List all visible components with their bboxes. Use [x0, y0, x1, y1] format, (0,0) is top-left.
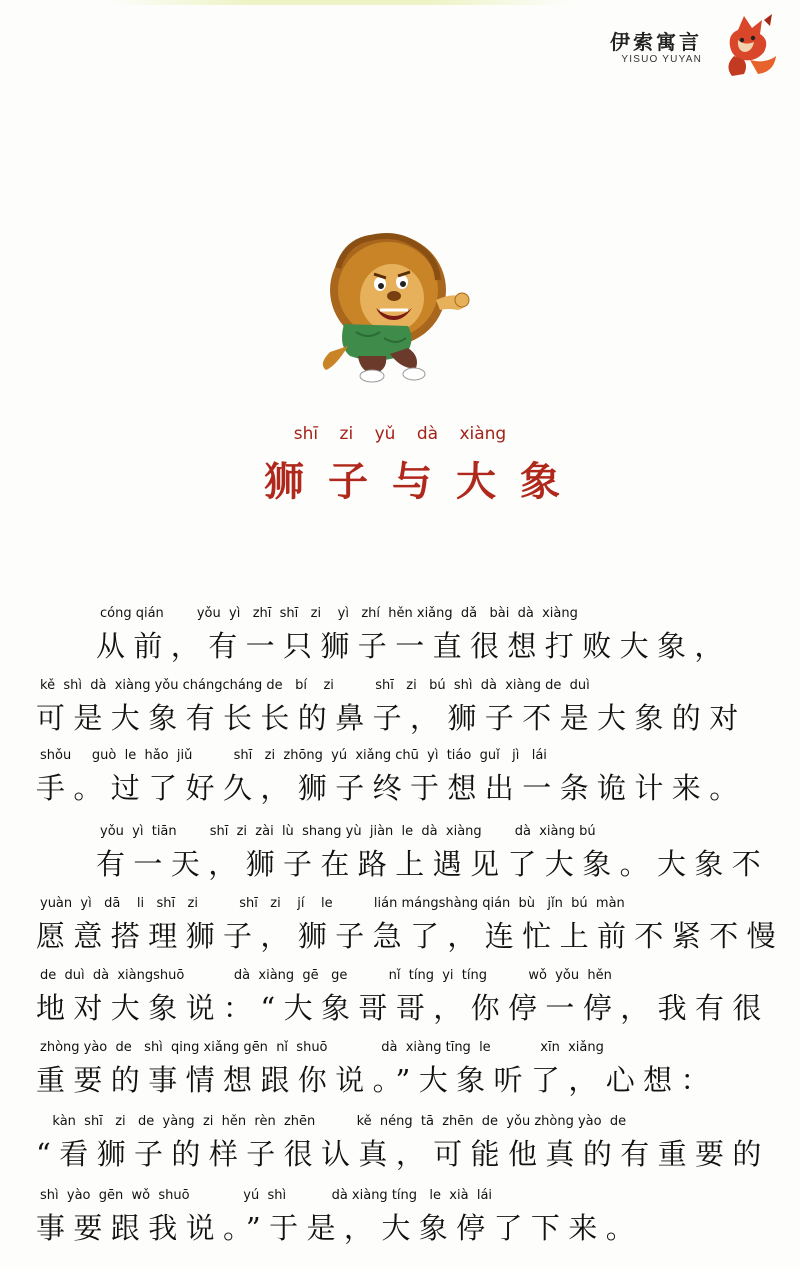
pinyin-line: yuàn yì dā li shī zi shī zi jí le lián mángshàng qián bù jǐn bú màn — [40, 896, 625, 911]
hanzi-line: 可是大象有长长的鼻子，狮子不是大象的对 — [36, 701, 747, 735]
hanzi-line: “看狮子的样子很认真，可能他真的有重要的 — [36, 1137, 770, 1171]
text-line — [0, 606, 800, 686]
pinyin-line: de duì dà xiàngshuō dà xiàng gē ge nǐ tíng yi tíng wǒ yǒu hěn — [40, 968, 612, 983]
pinyin-line: kě shì dà xiàng yǒu chángcháng de bí zi shī zi bú shì dà xiàng de duì — [40, 678, 590, 693]
text-line — [0, 968, 800, 1048]
text-line — [0, 1188, 800, 1268]
pinyin-line: shì yào gēn wǒ shuō yú shì dà xiàng tíng le xià lái — [40, 1188, 493, 1203]
hanzi-line: 愿意搭理狮子，狮子急了，连忙上前不紧不慢 — [36, 919, 785, 953]
pinyin-line: zhòng yào de shì qing xiǎng gēn nǐ shuō dà xiàng tīng le xīn xiǎng — [40, 1040, 604, 1055]
text-line — [0, 1114, 800, 1194]
text-line — [0, 1040, 800, 1120]
title-pinyin: shī zi yǔ dà xiàng — [293, 424, 507, 444]
page-title: 狮子与大象 — [264, 459, 584, 505]
text-line — [0, 824, 800, 904]
pinyin-line: cóng qián yǒu yì zhī shī zi yì zhí hěn xiǎng dǎ bài dà xiàng — [100, 606, 578, 621]
text-line — [0, 678, 800, 758]
pinyin-line: kàn shī zi de yàng zi hěn rèn zhēn kě néng tā zhēn de yǒu zhòng yào de — [40, 1114, 627, 1129]
pinyin-line: shǒu guò le hǎo jiǔ shī zi zhōng yú xiǎng chū yì tiáo guǐ jì lái — [40, 748, 547, 763]
hanzi-line: 地对大象说：“大象哥哥，你停一停，我有很 — [36, 991, 770, 1025]
pinyin-line: yǒu yì tiān shī zi zài lù shang yù jiàn le dà xiàng dà xiàng bú — [100, 824, 596, 839]
hanzi-line: 有一天，狮子在路上遇见了大象。大象不 — [96, 847, 770, 881]
text-line — [0, 896, 800, 976]
hanzi-line: 手。过了好久，狮子终于想出一条诡计来。 — [36, 771, 747, 805]
brand-name: 伊索寓言 — [610, 30, 702, 54]
hanzi-line: 重要的事情想跟你说。”大象听了，心想： — [36, 1063, 718, 1097]
brand-subtitle: YISUO YUYAN — [621, 54, 702, 65]
hanzi-line: 从前，有一只狮子一直很想打败大象， — [96, 629, 732, 663]
hanzi-line: 事要跟我说。”于是，大象停了下来。 — [36, 1211, 644, 1245]
text-line — [0, 748, 800, 828]
